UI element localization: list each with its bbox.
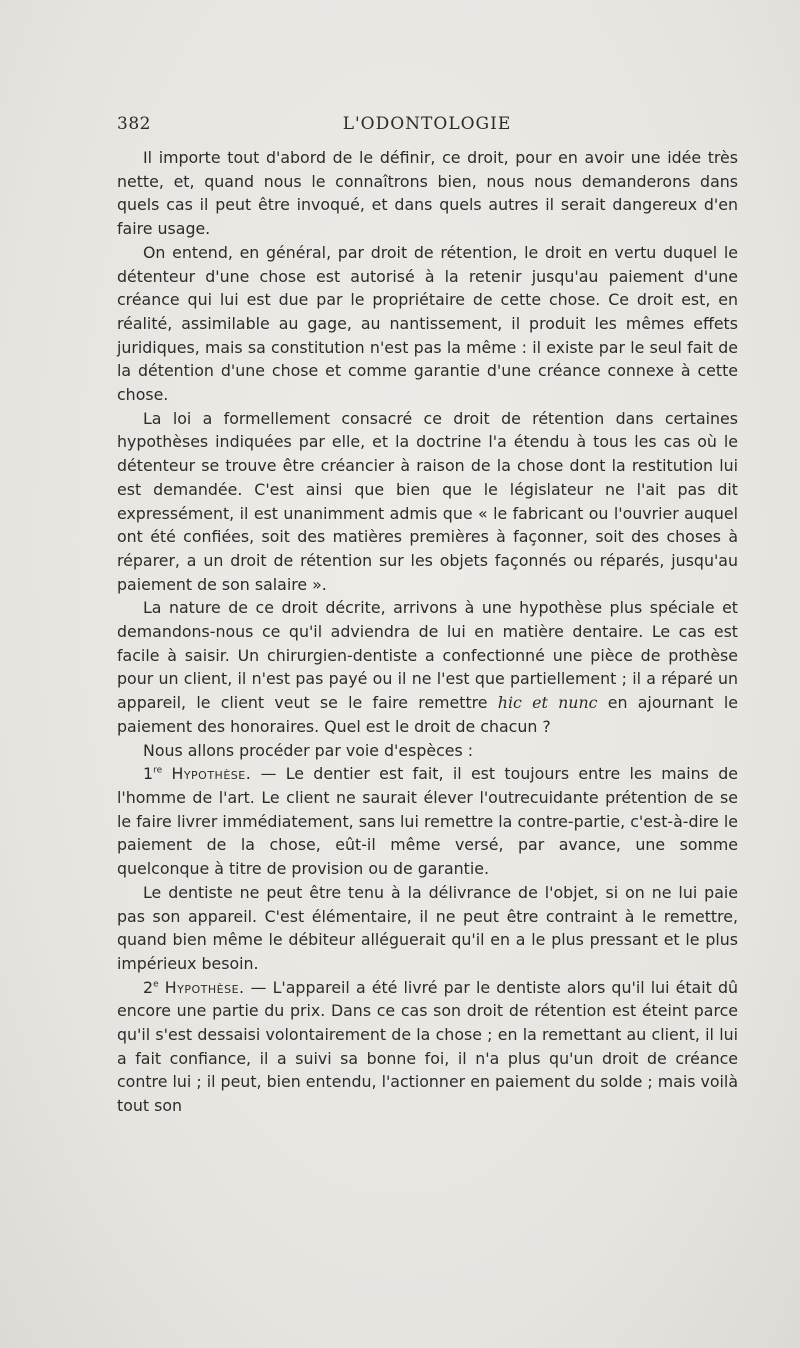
page-header xyxy=(117,114,737,142)
hypothesis-1-ordinal: re xyxy=(153,766,163,777)
hypothesis-2-heading: Hypothèse. xyxy=(164,977,245,997)
hypothesis-1-heading: Hypothèse. xyxy=(171,764,252,784)
body-text xyxy=(117,146,738,1118)
paragraph-1: Il importe tout d'abord de le définir, ce droit, pour en avoir une idée très nette, et, quand nous le connaîtrons bien, nous nous demanderons dans quels cas il peut être invoqué, et dans quels autres il serait dangereux d'en faire usage. xyxy=(117,148,738,239)
paragraph-4-text-a: La nature de ce droit décrite, arrivons à une hypothèse plus spéciale et demandons-nous ce qu'il adviendra de lui en matière dentaire. Le cas est facile à saisir. Un chirurgien-dentiste a confectionné une pièce de prothèse pour un client, il n'est pas payé ou il ne l'est que partiellement ; il a réparé un appareil, le client veut se le faire remettre xyxy=(117,598,738,713)
paragraph-8 xyxy=(117,976,738,1118)
running-title: L'ODONTOLOGIE xyxy=(342,114,512,134)
hypothesis-1-text: — Le dentier est fait, il est toujours entre les mains de l'homme de l'art. Le client ne saurait élever l'outrecuidante prétention de se le faire livrer immédiatement, sans lui remettre la contre-partie, c'est-à-dire le paiement de la chose, eût-il même versé, par avance, une somme quelconque à titre de provision ou de garantie. xyxy=(117,764,738,879)
paragraph-4-text-b: en ajournant le paiement des honoraires. Quel est le droit de chacun ? xyxy=(117,693,738,736)
paragraph-4 xyxy=(117,596,738,738)
paragraph-5: Nous allons procéder par voie d'espèces : xyxy=(143,740,474,760)
hypothesis-2-ordinal: e xyxy=(153,979,159,990)
paragraph-6 xyxy=(117,762,738,881)
latin-phrase: hic et nunc xyxy=(497,693,598,713)
hypothesis-2-number: 2 xyxy=(143,977,154,997)
paragraph-3: La loi a formellement consacré ce droit de rétention dans certaines hypothèses indiquées par elle, et la doctrine l'a étendu à tous les cas où le détenteur se trouve être créancier à raison de la chose dont la restitution lui est demandée. C'est ainsi que bien que le législateur ne l'ait pas dit expressément, il est unanimment admis que « le fabricant ou l'ouvrier auquel ont été confiées, soit des matières premières à façonner, soit des choses à réparer, a un droit de rétention sur les objets façonnés ou réparés, jusqu'au paiement de son salaire ». xyxy=(117,408,738,594)
paragraph-7: Le dentiste ne peut être tenu à la délivrance de l'objet, si on ne lui paie pas son appareil. C'est élémentaire, il ne peut être contraint à le remettre, quand bien même le débiteur alléguerait qu'il en a le plus pressant et le plus impérieux besoin. xyxy=(117,882,738,973)
paragraph-2: On entend, en général, par droit de rétention, le droit en vertu duquel le détenteur d'une chose est autorisé à la retenir jusqu'au paiement d'une créance qui lui est due par le propriétaire de cette chose. Ce droit est, en réalité, assimilable au gage, au nantissement, il produit les mêmes effets juridiques, mais sa constitution n'est pas la même : il existe par le seul fait de la détention d'une chose et comme garantie d'une créance connexe à cette chose. xyxy=(117,242,738,405)
hypothesis-2-text: — L'appareil a été livré par le dentiste alors qu'il lui était dû encore une partie du prix. Dans ce cas son droit de rétention est éteint parce qu'il s'est dessaisi volontairement de la chose ; en la remettant au client, il lui a fait confiance, il a suivi sa bonne foi, il n'a plus qu'un droit de créance contre lui ; il peut, bien entendu, l'actionner en paiement du solde ; mais voilà tout son xyxy=(117,977,738,1116)
hypothesis-1-number: 1 xyxy=(143,764,154,784)
page-number: 382 xyxy=(117,114,151,134)
